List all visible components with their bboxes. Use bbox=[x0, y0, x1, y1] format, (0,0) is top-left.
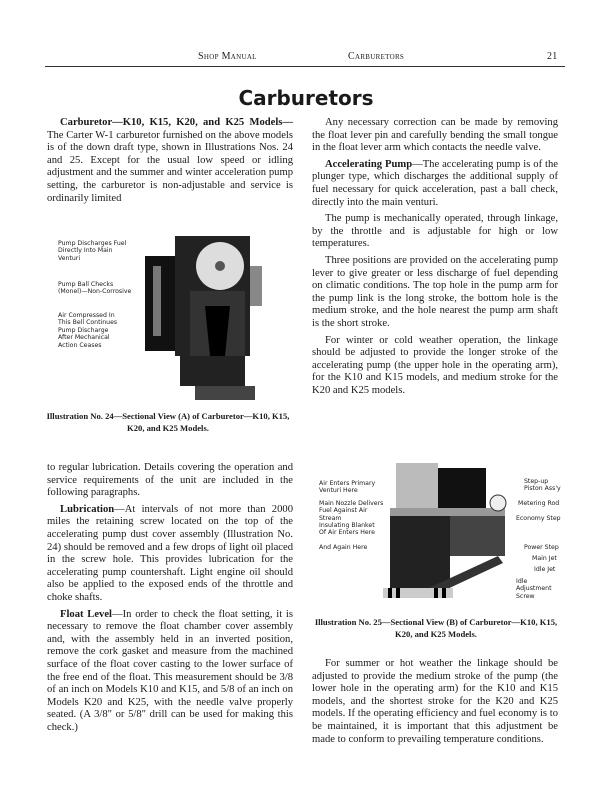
figure-25-caption: Illustration No. 25—Sectional View (B) of Carburetor—K10, K15, K20, and K25 Models. bbox=[314, 617, 558, 639]
figure-24-caption: Illustration No. 24—Sectional View (A) of Carburetor—K10, K15, K20, and K25 Models. bbox=[46, 411, 290, 433]
section-heading: Accelerating Pump bbox=[325, 158, 413, 170]
paragraph-text: For winter or cold weather operation, the linkage should be adjusted to provide the longer stroke of the accelerating pump (the upper hole in the operating arm), for the K10 and K15 models, and medium stroke for the K20 and K25 models. bbox=[312, 334, 558, 396]
paragraph-text: to regular lubrication. Details covering the operation and service requirements of the unit are included in the following paragraphs. bbox=[47, 462, 293, 499]
paragraph-text: —In order to check the float setting, it is necessary to remove the float chamber cover assembly and, with the assembly held in an inverted position, remove the cork gasket and measure from the machined surface of the float cover casting to the lower surface of the free end of the float. This measurement should be 3/8 of an inch on Models K10 and K15, and 5/8 of an inch on Models K20 and K25, with the needle valve properly seated. (A 3/8" or 5/8" drill can be used for making this check.) bbox=[47, 608, 293, 733]
figure-label: Main Jet bbox=[532, 555, 557, 562]
figure-label: Insulating Blanket Of Air Enters Here bbox=[319, 522, 381, 537]
section-heading: Float Level bbox=[60, 608, 113, 620]
paragraph-text: For summer or hot weather the linkage should be adjusted to provide the medium stroke of the pump (the lower hole in the operating arm) for the K10 and K15 models, and the shortest stroke for the K20 and K25 models. If the operating efficiency and fuel economy is to be maintained, it is important that this adjustment be made to conform to prevailing temperature conditions. bbox=[312, 658, 558, 745]
running-header-left: Shop Manual bbox=[198, 51, 257, 62]
figure-label: Power Step bbox=[524, 544, 559, 551]
running-header-center: Carburetors bbox=[348, 51, 405, 62]
illustration-24 bbox=[55, 236, 285, 406]
page-number: 21 bbox=[547, 51, 558, 62]
left-top-column bbox=[47, 117, 293, 209]
figure-label: Economy Step bbox=[516, 515, 561, 522]
page-title: Carburetors bbox=[238, 86, 374, 110]
illustration-25 bbox=[318, 458, 563, 603]
figure-label: Pump Discharges Fuel Directly Into Main Venturi bbox=[58, 240, 127, 262]
figure-label: Pump Ball Checks (Monel)—Non-Corrosive bbox=[58, 281, 138, 296]
paragraph-text: —The accelerating pump is of the plunger type, which discharges the additional supply of fuel necessary for quick acceleration, past a ball check, directly into the main venturi. bbox=[312, 158, 558, 208]
figure-label: Air Enters Primary Venturi Here bbox=[319, 480, 381, 495]
figure-label: And Again Here bbox=[319, 544, 368, 551]
left-bottom-column bbox=[47, 462, 293, 738]
right-top-column bbox=[312, 117, 558, 401]
section-heading: Carburetor—K10, K15, K20, and K25 Models— bbox=[60, 117, 293, 128]
paragraph-text: —At intervals of not more than 2000 miles the retaining screw located on the top of the accelerating pump dust cover assembly (Illustration No. 24) should be removed and a few drops of light oil placed in the screw hole. This provides lubrication for the accelerating pump countershaft. Light engine oil should also be applied to the exposed ends of the throttle and choke shafts. bbox=[47, 503, 293, 603]
paragraph-text: Three positions are provided on the accelerating pump lever to give greater or less discharge of fuel depending on climatic conditions. The top hole in the pump arm for the pump link is the long stroke, the bottom hole is the medium stroke, and the hole nearest the pump arm shaft is the short stroke. bbox=[312, 254, 558, 329]
figure-label: Air Compressed In This Bell Continues Pump Discharge After Mechanical Action Ceases bbox=[58, 312, 120, 349]
figure-label: Step-up Piston Ass'y bbox=[524, 478, 561, 493]
figure-label: Metering Rod bbox=[518, 500, 560, 507]
paragraph-text: Any necessary correction can be made by removing the float lever pin and carefully bending the small tongue in the float lever arm which contacts the needle valve. bbox=[312, 117, 558, 154]
header-rule bbox=[45, 66, 565, 67]
paragraph-text: The Carter W-1 carburetor furnished on the above models is of the down draft type, shown in Illustrations Nos. 24 and 25. Except for the usual low speed or idling adjustment and the summer and winter acceleration pump setting, the carburetor is non-adjustable and service is ordinarily limited bbox=[47, 129, 293, 204]
right-bottom-column bbox=[312, 658, 558, 750]
figure-label: Idle Jet bbox=[534, 566, 556, 573]
paragraph-text: The pump is mechanically operated, through linkage, by the throttle and is adjustable for high or low temperatures. bbox=[312, 213, 558, 250]
figure-label: Main Nozzle Delivers Fuel Against Air Stream bbox=[319, 500, 387, 522]
section-heading: Lubrication bbox=[60, 503, 115, 515]
figure-label: Idle Adjustment Screw bbox=[516, 578, 562, 600]
